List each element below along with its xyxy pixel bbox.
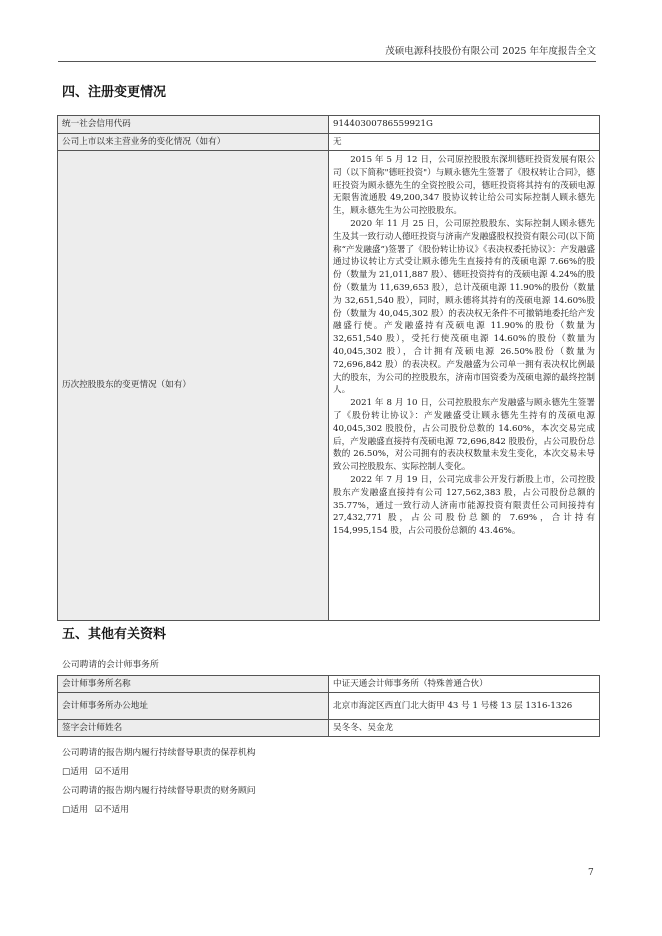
business-change-label: 公司上市以来主营业务的变化情况（如有）: [58, 134, 329, 151]
signing-accountant-label: 签字会计师姓名: [58, 720, 329, 737]
accounting-firm-intro: 公司聘请的会计师事务所: [62, 660, 159, 670]
page-number: 7: [588, 868, 594, 878]
credit-code-value: 91440300786559921G: [329, 116, 600, 134]
credit-code-label: 统一社会信用代码: [58, 116, 329, 134]
sponsor-label: 公司聘请的报告期内履行持续督导职责的保荐机构: [62, 748, 256, 758]
table-row: [58, 720, 600, 737]
business-change-value: 无: [329, 134, 600, 151]
sponsor-options: [62, 764, 133, 777]
firm-name-label: 会计师事务所名称: [58, 676, 329, 693]
advisor-not-applicable-checkbox[interactable]: ☑不适用: [94, 805, 129, 815]
firm-address-label: 会计师事务所办公地址: [58, 693, 329, 720]
advisor-options: [62, 802, 133, 815]
table-row: [58, 116, 600, 134]
table-row: [58, 693, 600, 720]
history-paragraph: 2020 年 11 月 25 日，公司原控股股东、实际控制人顾永德先生及其一致行动人德旺投资与济南产发融盛股权投资有限公司(以下简称“产发融盛”)签署了《股份转让协议》《表决权委托协议》：产发融盛通过协议转让方式受让顾永德先生直接持有的茂硕电源 7.66%的股份（数量为 21,011,887 股）、德旺投资持有的茂硕电源 4.24%的股份（数量为 11,639,653 股），总计茂硕电源 11.90%的股份（数量为 32,651,540 股），同时，顾永德将其持有的茂硕电源 14.60%股份（数量为 40,045,302 股）的表决权无条件不可撤销地委托给产发融盛行使。产发融盛持有茂硕电源 11.90%的股份（数量为 32,651,540 股），受托行使茂硕电源 14.60%的股份（数量为 40,045,302 股），合计拥有茂硕电源 26.50%股份（数量为 72,696,842 股）的表决权。产发融盛为公司单一拥有表决权比例最大的股东，为公司的控股股东，济南市国资委为茂硕电源的最终控制人。: [333, 218, 595, 396]
table-row: [58, 134, 600, 151]
controlling-shareholder-history-value: [329, 151, 600, 621]
accounting-firm-table: [57, 675, 600, 737]
firm-address-value: 北京市海淀区西直门北大街甲 43 号 1 号楼 13 层 1316-1326: [329, 693, 600, 720]
sponsor-applicable-checkbox[interactable]: □适用: [62, 767, 88, 777]
firm-name-value: 中证天通会计师事务所（特殊普通合伙）: [329, 676, 600, 693]
signing-accountant-value: 吴冬冬、吴金龙: [329, 720, 600, 737]
sponsor-not-applicable-checkbox[interactable]: ☑不适用: [94, 767, 129, 777]
history-paragraph: 2015 年 5 月 12 日，公司原控股股东深圳德旺投资发展有限公司（以下简称"德旺投资"）与顾永德先生签署了《股权转让合同》，德旺投资为顾永德先生的全资控股公司，德旺投资将其持有的茂硕电源无限售流通股 49,200,347 股协议转让给公司实际控制人顾永德先生，顾永德先生为公司控股股东。: [333, 155, 595, 217]
history-paragraph: 2021 年 8 月 10 日，公司控股股东产发融盛与顾永德先生签署了《股份转让协议》：产发融盛受让顾永德先生持有的茂硕电源 40,045,302 股股份，占公司股份总数的 14.60%，本次交易完成后，产发融盛直接持有茂硕电源 72,696,842 股股份，占公司股份总数的 26.50%，对公司拥有的表决权数量未发生变化，本次交易未导致公司控股股东、实际控制人变化。: [333, 398, 595, 473]
registration-table: [57, 115, 600, 621]
section-title-registration-changes: 四、注册变更情况: [62, 85, 167, 100]
financial-advisor-label: 公司聘请的报告期内履行持续督导职责的财务顾问: [62, 786, 256, 796]
table-row: [58, 676, 600, 693]
section-title-other-info: 五、其他有关资料: [62, 627, 167, 642]
advisor-applicable-checkbox[interactable]: □适用: [62, 805, 88, 815]
history-paragraph: 2022 年 7 月 19 日，公司完成非公开发行新股上市，公司控股股东产发融盛直接持有公司 127,562,383 股，占公司股份总额的 35.77%，通过一致行动人济南市能源投资有限责任公司间接持有 27,432,771 股，占公司股份总额的 7.69%，合计持有 154,995,154 股，占公司股份总额的 43.46%。: [333, 474, 595, 537]
table-row: [58, 151, 600, 621]
page-header: 茂硕电源科技股份有限公司 2025 年年度报告全文: [58, 43, 596, 62]
controlling-shareholder-history-label: 历次控股股东的变更情况（如有）: [58, 151, 329, 621]
